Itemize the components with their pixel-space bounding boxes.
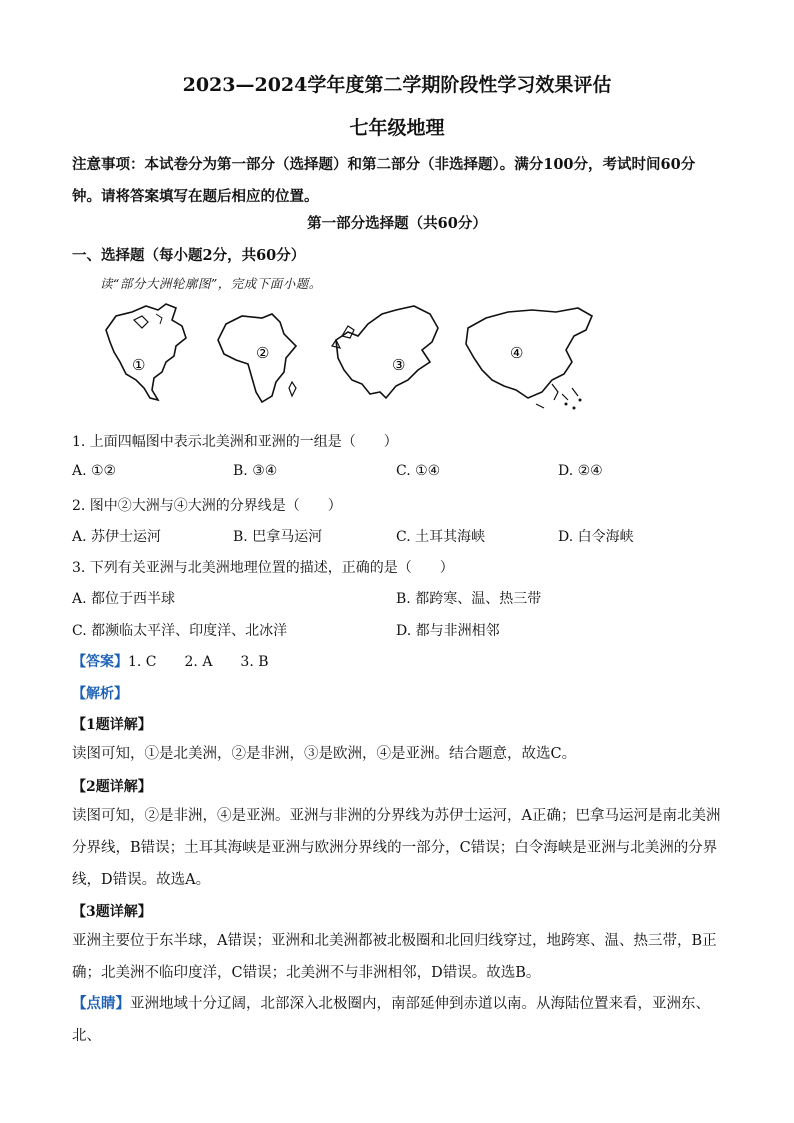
comment-tag: 【点睛】	[72, 995, 130, 1012]
analysis-tag-label: 【解析】	[72, 686, 128, 702]
detail-3-tag: 【3题详解】	[72, 904, 152, 920]
q1-option-d: D. ②④	[558, 463, 603, 479]
detail-2-tag: 【2题详解】	[72, 779, 152, 795]
map-label-2: ②	[256, 344, 270, 362]
detail-2-text: 读图可知，②是非洲，④是亚洲。亚洲与非洲的分界线为苏伊士运河，A正确；巴拿马运河是南北美洲分界线，B错误；土耳其海峡是亚洲与欧洲分界线的一部分，C错误；白令海峡是亚洲与北美洲的分界线，D错误。故选A。	[72, 808, 721, 888]
notice-text: 注意事项：本试卷分为第一部分（选择题）和第二部分（非选择题）。满分100分，考试时间60分钟。请将答案填写在题后相应的位置。	[72, 156, 696, 205]
exam-title: 2023—2024学年度第二学期阶段性学习效果评估	[182, 74, 612, 96]
question-1-stem: 1. 上面四幅图中表示北美洲和亚洲的一组是（ ）	[72, 434, 398, 450]
q2-option-a: A. 苏伊士运河	[72, 529, 162, 545]
question-3-stem: 3. 下列有关亚洲与北美洲地理位置的描述，正确的是（ ）	[72, 560, 454, 576]
answer-text: 1. C 2. A 3. B	[128, 654, 269, 670]
q2-option-b: B. 巴拿马运河	[233, 529, 323, 545]
question-2-stem: 2. 图中②大洲与④大洲的分界线是（ ）	[72, 498, 342, 514]
detail-3-text: 亚洲主要位于东半球，A错误；亚洲和北美洲都被北极圈和北回归线穿过，地跨寒、温、热三带，B正确；北美洲不临印度洋，C错误；北美洲不与非洲相邻，D错误。故选B。	[72, 933, 717, 981]
map-label-4: ④	[510, 344, 524, 362]
analysis-tag	[72, 683, 128, 703]
figure-caption: 读“部分大洲轮廓图”，完成下面小题。	[100, 276, 322, 291]
q3-option-a: A. 都位于西半球	[72, 591, 176, 607]
continent-outline-maps	[96, 300, 606, 420]
part-heading: 一、选择题（每小题2分，共60分）	[72, 247, 306, 264]
africa-map	[218, 314, 296, 402]
north-america-map	[106, 304, 186, 400]
detail-1-tag: 【1题详解】	[72, 717, 152, 733]
detail-1-text: 读图可知，①是北美洲，②是非洲，③是欧洲，④是亚洲。结合题意，故选C。	[72, 746, 577, 762]
europe-map	[332, 306, 438, 398]
q1-option-a: A. ①②	[72, 463, 117, 479]
answer-tag: 【答案】	[72, 654, 128, 670]
exam-subtitle: 七年级地理	[349, 117, 445, 139]
q2-option-c: C. 土耳其海峡	[396, 529, 486, 545]
map-label-1: ①	[132, 356, 146, 374]
q1-option-b: B. ③④	[233, 463, 278, 479]
q3-option-b: B. 都跨寒、温、热三带	[396, 591, 542, 607]
comment-paragraph	[72, 988, 724, 1052]
asia-map	[466, 308, 592, 410]
q3-option-d: D. 都与非洲相邻	[396, 623, 500, 639]
answer-line	[72, 651, 269, 671]
section-title: 第一部分选择题（共60分）	[307, 215, 487, 232]
q1-option-c: C. ①④	[396, 463, 441, 479]
q2-option-d: D. 白令海峡	[558, 529, 634, 545]
q3-option-c: C. 都濒临太平洋、印度洋、北冰洋	[72, 623, 288, 639]
map-label-3: ③	[392, 356, 406, 374]
comment-text: 亚洲地域十分辽阔，北部深入北极圈内，南部延伸到赤道以南。从海陆位置来看，亚洲东、北、	[72, 996, 710, 1044]
